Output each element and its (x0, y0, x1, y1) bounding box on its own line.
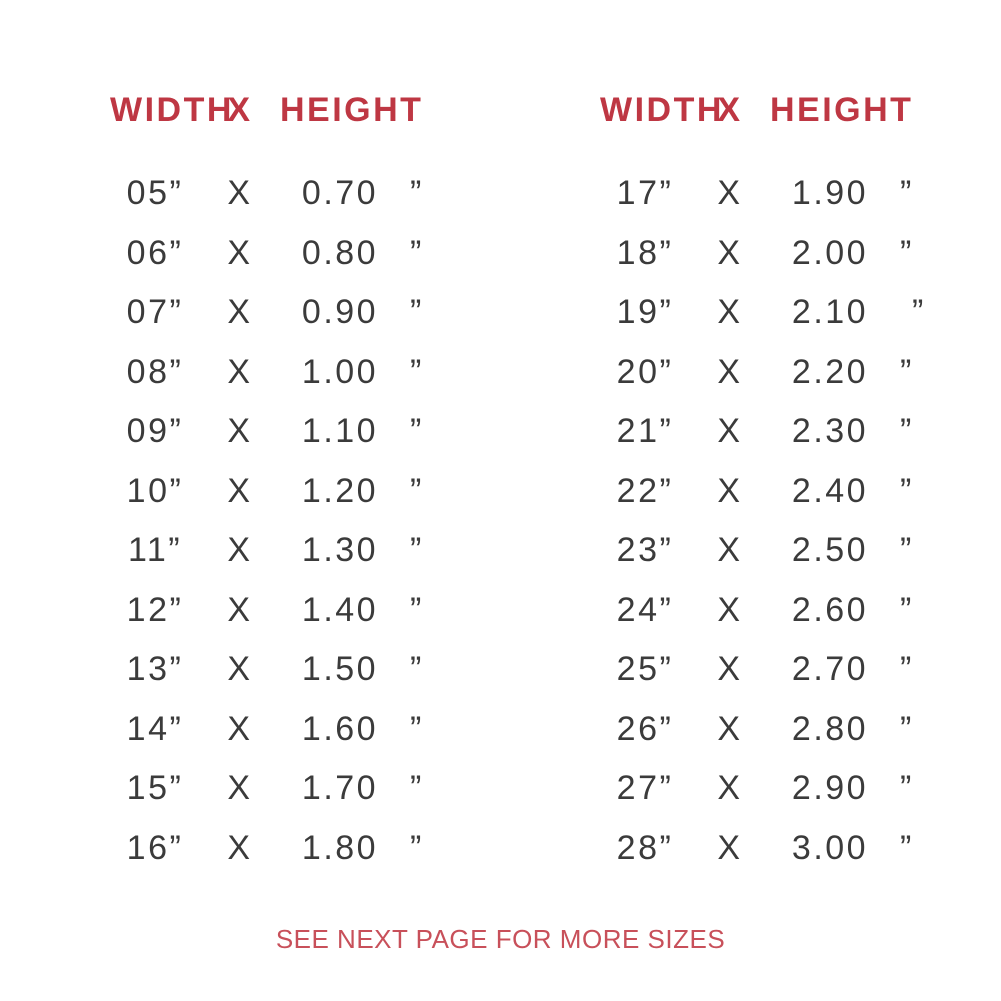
x-separator: X (227, 769, 253, 808)
height-value: 3.00 (791, 828, 869, 867)
table-row (600, 402, 960, 462)
inch-mark: ” (900, 233, 914, 272)
inch-mark: ” (410, 769, 424, 808)
height-header: HEIGHT (770, 90, 914, 129)
table-row (110, 224, 470, 284)
width-header: WIDTH (110, 90, 234, 129)
inch-mark: ” (900, 293, 926, 332)
width-value: 05” (126, 174, 184, 213)
inch-mark: ” (900, 709, 914, 748)
table-row (110, 700, 470, 760)
height-value: 0.80 (301, 233, 379, 272)
height-header: HEIGHT (280, 90, 424, 129)
inch-mark: ” (900, 590, 914, 629)
inch-mark: ” (410, 471, 424, 510)
x-separator: X (227, 828, 253, 867)
table-row (110, 819, 470, 879)
x-separator: X (717, 471, 743, 510)
width-header: WIDTH (600, 90, 724, 129)
width-value: 12” (126, 590, 184, 629)
x-separator: X (227, 233, 253, 272)
table-row (110, 283, 470, 343)
x-separator: X (717, 769, 743, 808)
inch-mark: ” (410, 650, 424, 689)
width-value: 28” (616, 828, 674, 867)
inch-mark: ” (410, 412, 424, 451)
inch-mark: ” (410, 352, 424, 391)
table-row (600, 819, 960, 879)
inch-mark: ” (410, 590, 424, 629)
table-row (600, 700, 960, 760)
table-row (600, 521, 960, 581)
width-value: 11” (127, 531, 183, 570)
x-separator: X (227, 174, 253, 213)
table-row (110, 402, 470, 462)
height-value: 1.30 (301, 531, 379, 570)
x-separator: X (227, 531, 253, 570)
inch-mark: ” (900, 471, 914, 510)
width-value: 18” (616, 233, 674, 272)
x-separator: X (227, 709, 253, 748)
x-separator: X (717, 828, 743, 867)
x-header: X (227, 90, 253, 129)
width-value: 21” (616, 412, 674, 451)
inch-mark: ” (410, 828, 424, 867)
height-value: 1.20 (301, 471, 379, 510)
table-row (600, 224, 960, 284)
table-row (600, 640, 960, 700)
inch-mark: ” (410, 233, 424, 272)
x-separator: X (717, 590, 743, 629)
width-value: 20” (616, 352, 674, 391)
width-value: 16” (126, 828, 184, 867)
table-row (110, 759, 470, 819)
width-value: 27” (616, 769, 674, 808)
height-value: 0.90 (301, 293, 379, 332)
table-row (600, 283, 960, 343)
x-separator: X (717, 650, 743, 689)
height-value: 2.20 (791, 352, 869, 391)
table-rows (600, 164, 960, 878)
height-value: 2.80 (791, 709, 869, 748)
table-row (110, 640, 470, 700)
table-header (110, 88, 470, 132)
table-row (110, 581, 470, 641)
height-value: 2.70 (791, 650, 869, 689)
height-value: 1.50 (301, 650, 379, 689)
height-value: 2.90 (791, 769, 869, 808)
inch-mark: ” (900, 174, 914, 213)
width-value: 26” (616, 709, 674, 748)
inch-mark: ” (900, 769, 914, 808)
x-header: X (717, 90, 743, 129)
x-separator: X (227, 352, 253, 391)
size-table-left (110, 88, 470, 878)
width-value: 17” (616, 174, 674, 213)
inch-mark: ” (410, 709, 424, 748)
x-separator: X (717, 352, 743, 391)
table-row (600, 164, 960, 224)
height-value: 1.70 (301, 769, 379, 808)
height-value: 1.80 (301, 828, 379, 867)
height-value: 2.30 (791, 412, 869, 451)
table-row (110, 462, 470, 522)
width-value: 19” (616, 293, 674, 332)
table-row (110, 521, 470, 581)
width-value: 22” (616, 471, 674, 510)
x-separator: X (227, 650, 253, 689)
width-value: 25” (616, 650, 674, 689)
width-value: 13” (126, 650, 184, 689)
x-separator: X (227, 293, 253, 332)
table-row (600, 462, 960, 522)
height-value: 2.40 (791, 471, 869, 510)
height-value: 2.60 (791, 590, 869, 629)
width-value: 06” (126, 233, 184, 272)
inch-mark: ” (410, 174, 424, 213)
height-value: 1.00 (301, 352, 379, 391)
inch-mark: ” (900, 828, 914, 867)
height-value: 1.10 (301, 412, 379, 451)
x-separator: X (227, 412, 253, 451)
table-header (600, 88, 960, 132)
x-separator: X (717, 174, 743, 213)
height-value: 2.10 (791, 293, 869, 332)
inch-mark: ” (900, 412, 914, 451)
width-value: 07” (126, 293, 184, 332)
size-table-right (600, 88, 960, 878)
width-value: 10” (126, 471, 184, 510)
width-value: 23” (616, 531, 674, 570)
width-value: 08” (126, 352, 184, 391)
height-value: 2.50 (791, 531, 869, 570)
table-row (600, 759, 960, 819)
inch-mark: ” (900, 531, 914, 570)
x-separator: X (227, 590, 253, 629)
height-value: 1.90 (791, 174, 869, 213)
width-value: 15” (126, 769, 184, 808)
x-separator: X (717, 293, 743, 332)
width-value: 09” (126, 412, 184, 451)
table-row (600, 343, 960, 403)
table-row (110, 164, 470, 224)
footer-note: SEE NEXT PAGE FOR MORE SIZES (275, 924, 726, 954)
x-separator: X (717, 412, 743, 451)
height-value: 2.00 (791, 233, 869, 272)
width-value: 14” (126, 709, 184, 748)
width-value: 24” (616, 590, 674, 629)
inch-mark: ” (900, 650, 914, 689)
inch-mark: ” (900, 352, 914, 391)
x-separator: X (227, 471, 253, 510)
inch-mark: ” (410, 293, 424, 332)
x-separator: X (717, 233, 743, 272)
table-rows (110, 164, 470, 878)
x-separator: X (717, 709, 743, 748)
inch-mark: ” (410, 531, 424, 570)
table-row (110, 343, 470, 403)
height-value: 1.40 (301, 590, 379, 629)
x-separator: X (717, 531, 743, 570)
height-value: 0.70 (301, 174, 379, 213)
height-value: 1.60 (301, 709, 379, 748)
table-row (600, 581, 960, 641)
